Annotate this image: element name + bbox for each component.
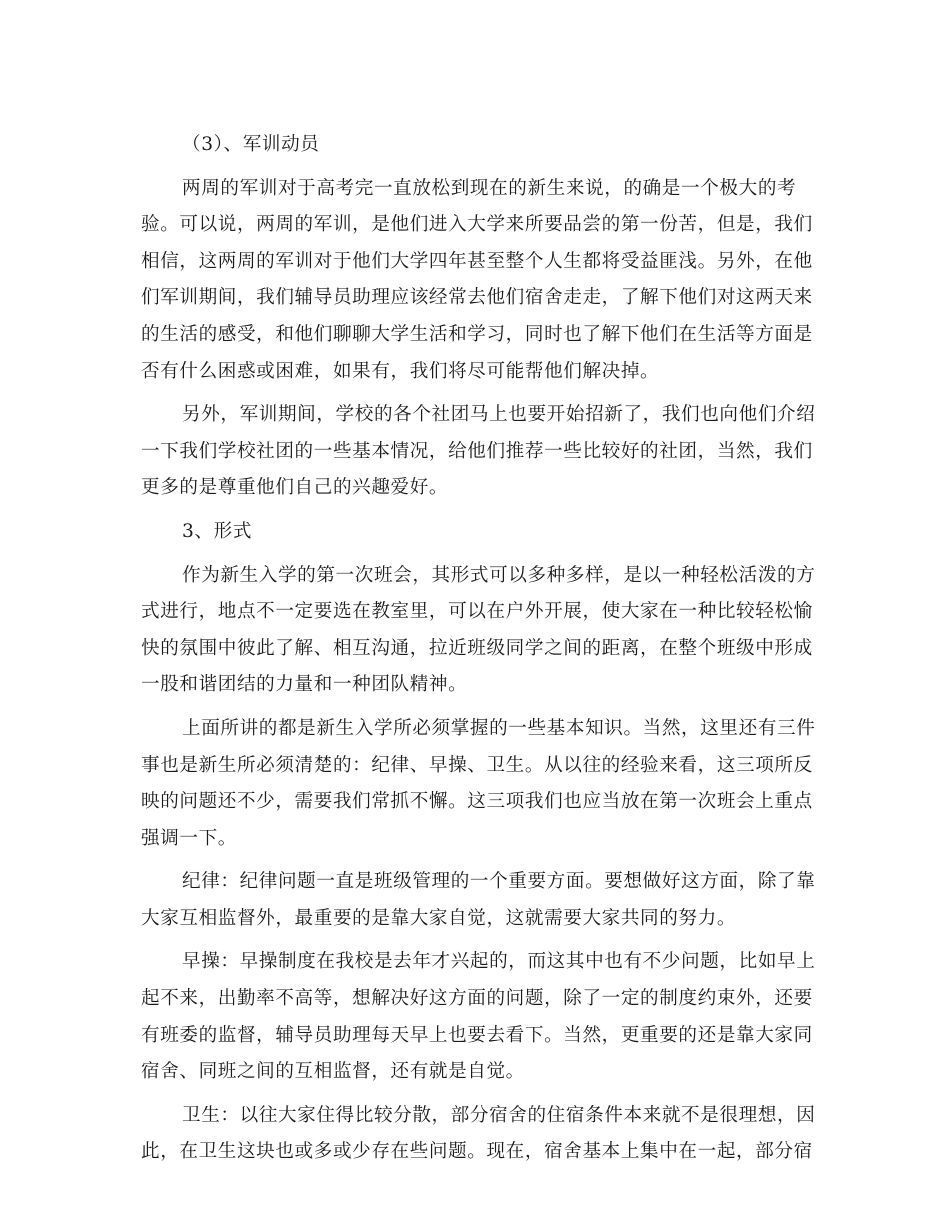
section-heading-military-mobilization	[141, 127, 813, 164]
text-line: 3、形式	[182, 520, 253, 542]
text-line: 一股和谐团结的力量和一种团队精神。	[141, 674, 468, 696]
text-line: 更多的是尊重他们自己的兴趣爱好。	[141, 477, 449, 499]
text-line: 宿舍、同班之间的互相监督，还有就是自觉。	[141, 1061, 525, 1083]
text-line: 一下我们学校社团的一些基本情况，给他们推荐一些比较好的社团，当然，我们	[141, 440, 813, 462]
text-line: 上面所讲的都是新生入学所必须掌握的一些基本知识。当然，这里还有三件	[182, 717, 816, 739]
paragraph-military-training	[141, 171, 813, 391]
text-line: 事也是新生所必须清楚的：纪律、早操、卫生。从以往的经验来看，这三项所反	[141, 754, 813, 776]
text-line: 有班委的监督，辅导员助理每天早上也要去看下。当然，更重要的还是靠大家同	[141, 1024, 813, 1046]
text-line: 此，在卫生这块也或多或少存在些问题。现在，宿舍基本上集中在一起，部分宿	[141, 1141, 813, 1163]
text-line: 卫生：以往大家住得比较分散，部分宿舍的住宿条件本来就不是很理想，因	[182, 1104, 816, 1126]
text-line: 快的氛围中彼此了解、相互沟通，拉近班级同学之间的距离，在整个班级中形成	[141, 637, 813, 659]
text-line: 大家互相监督外，最重要的是靠大家自觉，这就需要大家共同的努力。	[141, 907, 737, 929]
text-line: 作为新生入学的第一次班会，其形式可以多种多样，是以一种轻松活泼的方	[182, 564, 816, 586]
paragraph-clubs	[141, 397, 816, 507]
text-line: 起不来，出勤率不高等，想解决好这方面的问题，除了一定的制度约束外，还要	[141, 988, 813, 1010]
text-line: 否有什么困惑或困难，如果有，我们将尽可能帮他们解决掉。	[141, 360, 660, 382]
text-line: 式进行，地点不一定要选在教室里，可以在户外开展，使大家在一种比较轻松愉	[141, 601, 813, 623]
paragraph-morning-exercise	[141, 944, 816, 1090]
text-line: 强调一下。	[141, 827, 237, 849]
text-line: 早操：早操制度在我校是去年才兴起的，而这其中也有不少问题，比如早上	[182, 951, 816, 973]
text-line: 映的问题还不少，需要我们常抓不懈。这三项我们也应当放在第一次班会上重点	[141, 791, 813, 813]
paragraph-hygiene	[141, 1098, 816, 1171]
text-line: 的生活的感受，和他们聊聊大学生活和学习，同时也了解下他们在生活等方面是	[141, 323, 813, 345]
paragraph-discipline	[141, 864, 816, 937]
text-line: 验。可以说，两周的军训，是他们进入大学来所要品尝的第一份苦，但是，我们	[141, 214, 813, 236]
paragraph-form	[141, 558, 816, 704]
section-heading-form	[141, 514, 813, 551]
text-line: 另外，军训期间，学校的各个社团马上也要开始招新了，我们也向他们介绍	[182, 404, 816, 426]
text-line: 两周的军训对于高考完一直放松到现在的新生来说，的确是一个极大的考	[182, 177, 797, 199]
paragraph-basics	[141, 711, 816, 857]
document-body	[141, 127, 816, 1178]
text-line: 纪律：纪律问题一直是班级管理的一个重要方面。要想做好这方面，除了靠	[182, 871, 816, 893]
text-line: 相信，这两周的军训对于他们大学四年甚至整个人生都将受益匪浅。另外，在他	[141, 250, 813, 272]
text-line: （3）、军训动员	[182, 134, 320, 155]
text-line: 们军训期间，我们辅导员助理应该经常去他们宿舍走走，了解下他们对这两天来	[141, 287, 813, 309]
